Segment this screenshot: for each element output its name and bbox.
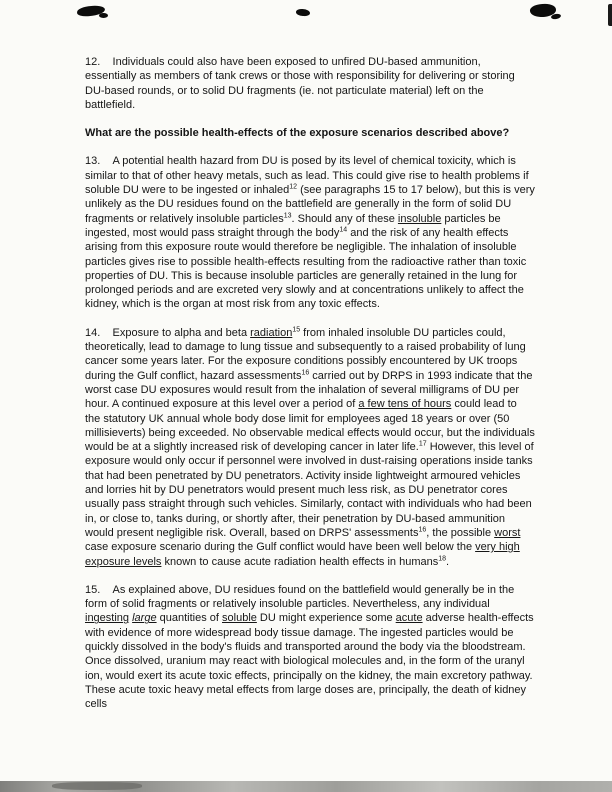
paragraph-14: 14. Exposure to alpha and beta radiation$^{15}$ from inhaled insoluble DU particles could, theoretically, lead to damage to lung tissue and subsequently to a raised probability of lung cancer some years later. For the exposure conditions possibly encountered by UK troops during the Gulf conflict, hazard assessments$^{16}$ carried out by DRPS in 1993 indicate that the worst case DU exposures would result from the inhalation of several milligrams of DU per hour. A continued exposure at this level over a period of a few tens of hours could lead to the statutory UK annual whole body dose limit for employees aged 18 years or over (50 millisieverts) being exceeded. No observable medical effects would occur, but the individuals would be at a slightly increased risk of developing cancer in later life.$^{17}$ However, this level of exposure would only occur if personnel were involved in dust-raising operations inside tanks that had been penetrated by DU penetrators. Activity inside lightweight armoured vehicles and lorries hit by DU penetrators would present much less risk, as DU penetrator cores usually pass straight through such vehicles. Similarly, contact with individuals who had been in, or close to, tanks during, or shortly after, their penetration by DU-based ammunition would present negligible risk. Overall, based on DRPS' assessments$^{16}$, the possible worst case exposure scenario during the Gulf conflict would have been well below the very high exposure levels known to cause acute radiation health effects in humans$^{18}$.	[85, 326, 535, 568]
paragraph-12: 12. Individuals could also have been exposed to unfired DU-based ammunition, essentially as members of tank crews or those with responsibility for delivering or storing DU-based rounds, or to solid DU fragments (ie. not particulate material) left on the battlefield.	[85, 56, 515, 111]
section-heading: What are the possible health-effects of the exposure scenarios described above?	[85, 127, 510, 140]
document-body	[85, 55, 535, 725]
scan-artifact-right-edge	[608, 4, 612, 26]
paragraph-13: 13. A potential health hazard from DU is posed by its level of chemical toxicity, which is similar to that of other heavy metals, such as lead. This could give rise to health problems if soluble DU were to be ingested or inhaled$^{12}$ (see paragraphs 15 to 17 below), but this is very unlikely as the DU residues found on the battlefield are generally in the form of solid DU fragments or relatively insoluble particles$^{13}$. Should any of these insoluble particles be ingested, most would pass straight through the body$^{14}$ and the risk of any health effects arising from this exposure route would therefore be negligible. The inhalation of insoluble particles gives rise to possible health-effects resulting from the radioactive rather than toxic properties of DU. This is because insoluble particles are generally retained in the lung for prolonged periods and are excreted very slowly and at concentrations unlikely to affect the kidney, which is the organ at most risk from any toxic effects.	[85, 155, 535, 311]
scan-edge-smudge	[52, 782, 142, 790]
paragraph-15: 15. As explained above, DU residues found on the battlefield would generally be in the form of solid fragments or relatively insoluble particles. Nevertheless, any individual ingesting large quantities of soluble DU might experience some acute adverse health-effects with evidence of more widespread body tissue damage. The ingested particles would be quickly dissolved in the body's fluids and transported around the body via the bloodstream. Once dissolved, uranium may react with biological molecules and, in the form of the uranyl ion, would exert its acute toxic effects, principally on the kidney, the main excretory pathway. These acute toxic heavy metal effects from large doses are, principally, the death of kidney cells	[85, 583, 534, 711]
scan-artifact-top-right-tail	[551, 13, 562, 20]
scan-artifact-top-left-dot	[99, 13, 108, 18]
scan-artifact-top-middle	[296, 9, 310, 17]
